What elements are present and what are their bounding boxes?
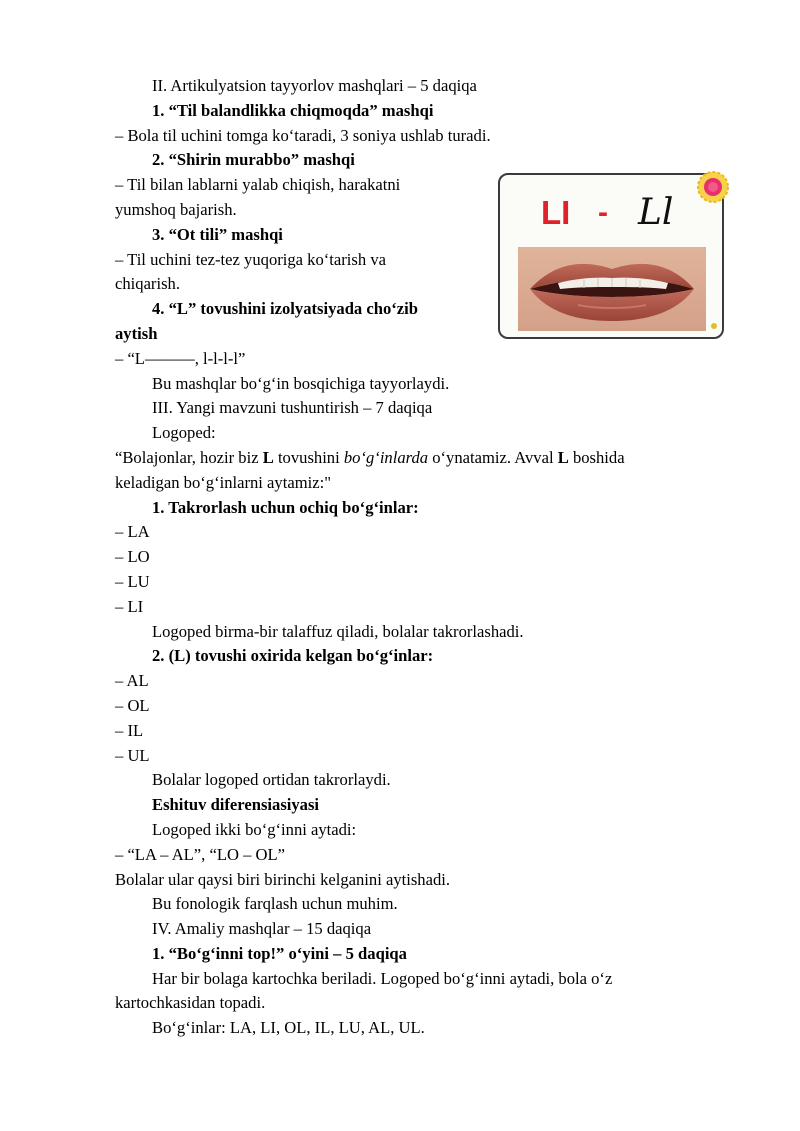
exercise-heading: 2. (L) tovushi oxirida kelgan bo‘g‘inlar: (152, 646, 434, 666)
list-item: – UL (115, 745, 150, 765)
list-item: – LU (115, 571, 150, 591)
sun-badge-icon (696, 170, 730, 204)
list-item: – OL (115, 695, 150, 715)
paragraph-line: keladigan bo‘g‘inlarni aytamiz:" (115, 472, 331, 492)
paragraph-line: Bu mashqlar bo‘g‘in bosqichiga tayyorlaydi. (152, 373, 450, 393)
subsection-heading: Eshituv diferensiasiyasi (152, 795, 320, 815)
text-run: tovushini (273, 447, 344, 467)
list-item: – LO (115, 547, 150, 567)
paragraph-line: – Bola til uchini tomga ko‘taradi, 3 soniya ushlab turadi. (115, 125, 491, 145)
list-item: – AL (115, 671, 149, 691)
paragraph-line: Bo‘g‘inlar: LA, LI, OL, IL, LU, AL, UL. (152, 1018, 425, 1038)
paragraph-line: Bu fonologik farqlash uchun muhim. (152, 894, 398, 914)
paragraph-line: Logoped birma-bir talaffuz qiladi, bolalar takrorlashadi. (152, 621, 524, 641)
bold-run: L (262, 447, 274, 467)
paragraph-line: – Til bilan lablarni yalab chiqish, harakatni (115, 175, 401, 195)
exercise-heading: 1. “Til balandlikka chiqmoqda” mashqi (152, 100, 434, 120)
section-heading: IV. Amaliy mashqlar – 15 daqiqa (152, 919, 372, 939)
exercise-heading: 1. “Bo‘g‘inni top!” o‘yini – 5 daqiqa (152, 943, 407, 963)
card-title-dash: - (598, 196, 608, 229)
italic-run: bo‘g‘inlarda (343, 447, 429, 467)
paragraph-line: Logoped ikki bo‘g‘inni aytadi: (152, 819, 357, 839)
paragraph-line: Har bir bolaga kartochka beriladi. Logoped bo‘g‘inni aytadi, bola o‘z (152, 968, 613, 988)
paragraph-line: kartochkasidan topadi. (115, 993, 266, 1013)
section-heading: III. Yangi mavzuni tushuntirish – 7 daqiqa (152, 398, 433, 418)
card-title (500, 193, 722, 233)
paragraph-line: Logoped: (152, 423, 216, 443)
mouth-icon (518, 247, 706, 331)
paragraph-line: – Til uchini tez-tez yuqoriga ko‘tarish va (115, 249, 386, 269)
exercise-heading: 4. “L” tovushini izolyatsiyada cho‘zib (152, 299, 418, 319)
exercise-heading-cont: aytish (115, 323, 158, 343)
mixed-format-line (115, 446, 700, 471)
paragraph-line: – “LA – AL”, “LO – OL” (115, 844, 286, 864)
paragraph-line: yumshoq bajarish. (115, 199, 237, 219)
paragraph-line: – “L———, l-l-l-l” (115, 348, 246, 368)
exercise-heading: 2. “Shirin murabbo” mashqi (152, 150, 355, 170)
text-run: boshida (568, 447, 625, 467)
bold-run: L (557, 447, 569, 467)
letter-card-image (498, 173, 724, 339)
text-run: “Bolajonlar, hozir biz (115, 447, 263, 467)
list-item: – LI (115, 596, 144, 616)
exercise-heading: 1. Takrorlash uchun ochiq bo‘g‘inlar: (152, 497, 419, 517)
list-item: – LA (115, 522, 150, 542)
paragraph-line: Bolalar logoped ortidan takrorlaydi. (152, 770, 391, 790)
text-run: o‘ynatamiz. Avval (428, 447, 558, 467)
section-heading: II. Artikulyatsion tayyorlov mashqlari – 5 daqiqa (152, 76, 477, 95)
list-item: – IL (115, 720, 144, 740)
decorative-dot (711, 323, 717, 329)
paragraph-line: chiqarish. (115, 274, 180, 294)
exercise-heading: 3. “Ot tili” mashqi (152, 224, 283, 244)
paragraph-line: Bolalar ular qaysi biri birinchi kelganini aytishadi. (115, 869, 451, 889)
card-title-print: LI (541, 194, 571, 231)
card-title-script: Ll (638, 192, 674, 233)
